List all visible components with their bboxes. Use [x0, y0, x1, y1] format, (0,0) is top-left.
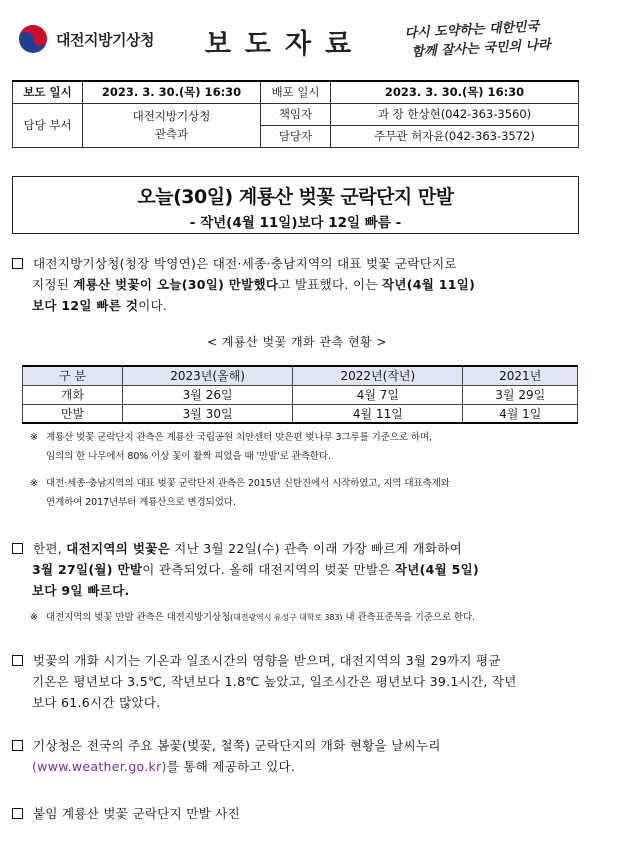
note-2	[30, 474, 575, 512]
headline-box	[12, 176, 579, 234]
p2-text-a: 한편,	[33, 541, 67, 556]
table-header: 2021년	[463, 366, 578, 385]
checkbox-bullet-icon	[12, 543, 23, 554]
doc-title: 보도자료	[204, 29, 366, 60]
p1-text-a: 대전지방기상청(청장 박영연)은 대전·세종·충남지역의 대표 벚꽃 군락단지로	[33, 256, 457, 271]
taegeuk-logo-icon	[18, 24, 48, 54]
dept-label: 담당 부서	[13, 103, 83, 147]
release-value: 2023. 3. 30.(목) 16:30	[83, 81, 261, 103]
table-cell: 3월 29일	[463, 385, 578, 404]
bloom-table	[22, 365, 578, 424]
staff-value: 주무관 허자윤(042-363-3572)	[331, 125, 579, 147]
dist-value: 2023. 3. 30.(목) 16:30	[331, 81, 579, 103]
table-cell: 3월 30일	[123, 404, 293, 423]
table-header: 2023년(올해)	[123, 366, 293, 385]
p2-text-g: 보다 9일 빠르다.	[32, 583, 130, 598]
p1-text-b: 지정된	[32, 277, 74, 292]
resp-value: 과 장 한상현(042-363-3560)	[331, 103, 579, 125]
p1-text-f: 보다 12일 빠른 것	[32, 298, 139, 313]
paragraph-1	[12, 253, 582, 316]
p2-text-f: 작년(4월 5일)	[394, 562, 480, 577]
org-logo	[18, 22, 188, 56]
table-cell: 개화	[23, 385, 123, 404]
dept-value-1: 대전지방기상청	[132, 109, 211, 123]
dept-value-2: 관측과	[154, 127, 189, 141]
note-star: ※	[30, 432, 38, 443]
table-caption: < 계룡산 벚꽃 개화 관측 현황 >	[206, 335, 387, 349]
p1-text-d: 고 발표했다. 이는	[278, 277, 382, 292]
table-cell: 4월 7일	[293, 385, 463, 404]
table-row	[23, 404, 578, 423]
p1-text-g: 이다.	[138, 298, 168, 313]
p3-text-a: 벚꽃의 개화 시기는 기온과 일조시간의 영향을 받으며, 대전지역의 3월 29까지 평균	[33, 653, 501, 668]
checkbox-bullet-icon	[12, 655, 23, 666]
note-star: ※	[30, 612, 38, 623]
headline-title: 오늘(30일) 계룡산 벚꽃 군락단지 만발	[137, 186, 454, 208]
attachment-text: 붙임 계룡산 벚꽃 군락단지 만발 사진	[33, 806, 240, 821]
table-cell: 만발	[23, 404, 123, 423]
resp-label: 책임자	[261, 103, 331, 125]
p3-text-b: 기온은 평년보다 3.5℃, 작년보다 1.8℃ 높았고, 일조시간은 평년보다 39.1시간, 작년	[32, 674, 517, 689]
note-1-b: 임의의 한 나무에서 80% 이상 꽃이 활짝 피었을 때 '만발'로 관측한다.	[46, 451, 331, 462]
p1-text-e: 작년(4월 11일)	[381, 277, 476, 292]
release-label: 보도 일시	[13, 81, 83, 103]
staff-label: 담당자	[261, 125, 331, 147]
note-3-address: (대전광역시 유성구 대학로 383)	[230, 613, 343, 622]
checkbox-bullet-icon	[12, 808, 23, 819]
p2-text-c: 지난 3월 22일(수) 관측 이래 가장 빠르게 개화하여	[169, 541, 463, 556]
note-1-a: 계룡산 벚꽃 군락단지 관측은 계룡산 국립공원 치안센터 맞은편 벚나무 3그루를 기준으로 하며,	[46, 432, 432, 443]
note-2-a: 대전·세종·충남지역의 대표 벚꽃 군락단지 관측은 2015년 신탄진에서 시작하였고, 지역 대표축제와	[46, 478, 450, 489]
p3-text-c: 보다 61.6시간 많았다.	[32, 695, 161, 710]
p4-text-b: 를 통해 제공하고 있다.	[166, 759, 296, 774]
checkbox-bullet-icon	[12, 258, 23, 269]
checkbox-bullet-icon	[12, 740, 23, 751]
dist-label: 배포 일시	[261, 81, 331, 103]
slogan-line-1: 다시 도약하는 대한민국	[404, 19, 540, 42]
paragraph-4	[12, 735, 582, 777]
p2-text-e: 이 관측되었다. 올해 대전지역의 벚꽃 만발은	[142, 562, 395, 577]
table-cell: 3월 26일	[123, 385, 293, 404]
p2-text-b: 대전지역의 벚꽃은	[66, 541, 170, 556]
paragraph-5	[12, 803, 582, 824]
p1-text-c: 계룡산 벚꽃이 오늘(30일) 만발했다	[73, 277, 279, 292]
slogan	[404, 16, 571, 63]
table-header: 2022년(작년)	[293, 366, 463, 385]
paragraph-2	[12, 538, 582, 601]
paragraph-3	[12, 650, 582, 713]
table-cell: 4월 11일	[293, 404, 463, 423]
note-3-a: 대전지역의 벚꽃 만발 관측은 대전지방기상청	[46, 612, 231, 623]
note-star: ※	[30, 478, 38, 489]
dept-value	[83, 103, 261, 147]
table-row	[23, 385, 578, 404]
note-2-b: 연계하여 2017년부터 계룡산으로 변경되었다.	[46, 497, 236, 508]
note-3	[30, 608, 575, 627]
p2-text-d: 3월 27일(월) 만발	[32, 562, 143, 577]
info-table	[12, 80, 579, 148]
slogan-line-2: 함께 잘사는 국민의 나라	[411, 37, 551, 60]
table-cell: 4월 1일	[463, 404, 578, 423]
note-3-c: 내 관측표준목을 기준으로 한다.	[342, 612, 476, 623]
weather-link[interactable]: (www.weather.go.kr)	[32, 759, 167, 774]
org-name: 대전지방기상청	[56, 30, 154, 49]
p4-text-a: 기상청은 전국의 주요 봄꽃(벚꽃, 철쭉) 군락단지의 개화 현황을 날씨누리	[33, 738, 441, 753]
note-1	[30, 428, 575, 466]
headline-subtitle: - 작년(4월 11일)보다 12일 빠름 -	[189, 215, 402, 231]
table-header: 구 분	[23, 366, 123, 385]
